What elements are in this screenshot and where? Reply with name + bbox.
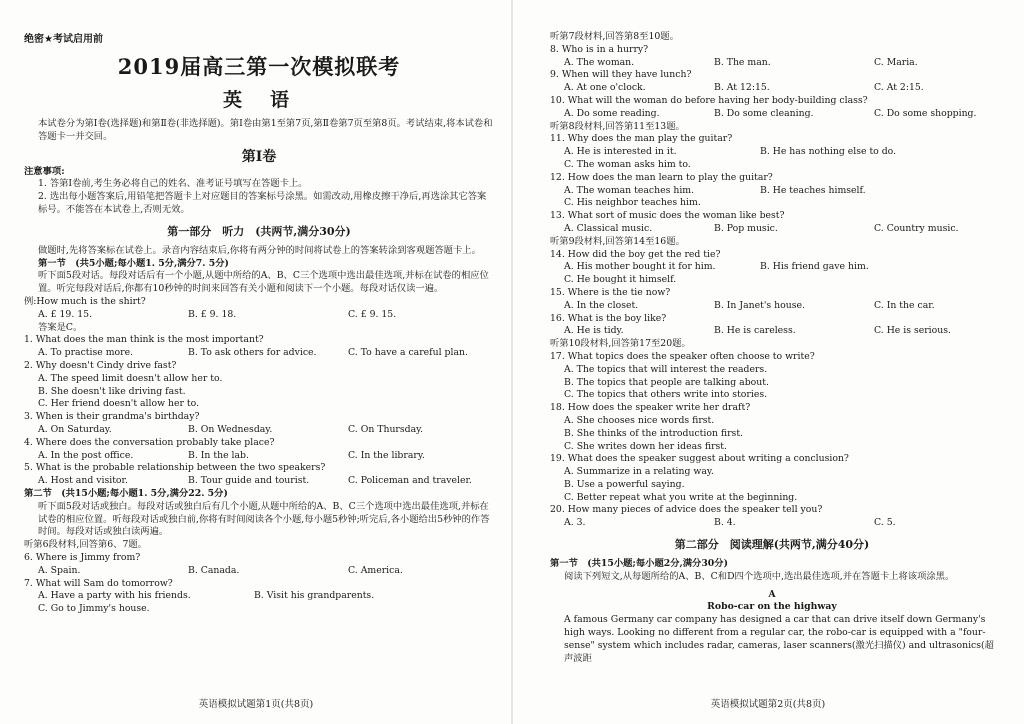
option-c: C. He bought it himself. — [564, 274, 677, 286]
option-a: A. The speed limit doesn't allow her to. — [38, 372, 223, 384]
option-b: B. Use a powerful saying. — [564, 478, 685, 490]
question-3-options — [24, 424, 494, 437]
question-4: 4. Where does the conversation probably take place? — [24, 436, 275, 448]
option-b: B. Canada. — [188, 564, 240, 576]
option-c: C. The topics that others write into stories. — [564, 389, 768, 401]
option-c: C. His neighbor teaches him. — [564, 197, 701, 209]
subject-title: 英语 — [222, 89, 317, 111]
question-9: 9. When will they have lunch? — [550, 69, 692, 81]
option-b: B. Do some cleaning. — [714, 107, 814, 119]
option-b: B. The topics that people are talking about. — [564, 376, 769, 388]
option-c: C. On Thursday. — [348, 423, 424, 435]
option-c: C. Her friend doesn't allow her to. — [38, 398, 200, 410]
passage-title: Robo-car on the highway — [707, 601, 837, 613]
question-7: 7. What will Sam do tomorrow? — [24, 577, 173, 589]
option-c: C. Country music. — [874, 222, 959, 234]
passage-text: A famous Germany car company has designed a car that can drive itself down Germany's high ways. Looking no different from a regular car, the robo-car is equipped with a "four-sense" system which includes radar, cameras, laser scanners(激光扫描仪) and ultrasonics(超声波距 — [564, 614, 994, 664]
option-b: B. Visit his grandparents. — [254, 590, 375, 602]
option-b: B. To ask others for advice. — [188, 347, 317, 359]
part-2-heading: 第二部分 阅读理解(共两节,满分40分) — [674, 538, 870, 552]
option-c: C. At 2:15. — [874, 82, 924, 94]
section-1-heading: 第一节 (共5小题;每小题1. 5分,满分7. 5分) — [38, 257, 229, 269]
material-8-heading: 听第8段材料,回答第11至13题。 — [550, 120, 685, 132]
question-10: 10. What will the woman do before having her body-building class? — [550, 94, 868, 106]
reading-section-1-heading: 第一节 (共15小题;每小题2分,满分30分) — [550, 558, 728, 570]
question-6-options — [24, 565, 494, 578]
question-16: 16. What is the boy like? — [550, 312, 667, 324]
example-question: 例:How much is the shirt? — [24, 295, 146, 307]
option-a: A. In the post office. — [38, 449, 134, 461]
option-b: B. On Wednesday. — [188, 423, 273, 435]
option-b: B. The man. — [714, 56, 771, 68]
section-2-intro: 听下面5段对话或独白。每段对话或独白后有几个小题,从题中所给的A、B、C三个选项中选出最佳选项,并标在试卷的相应位置。听每段对话或独白前,你将有时间阅读各个小题,每小题5秒钟;听完后,各小题给出5秒钟的作答时间。每段对话或独白读两遍。 — [38, 500, 490, 538]
option-a: A. Spain. — [38, 564, 81, 576]
option-b: B. He has nothing else to do. — [760, 146, 897, 158]
reading-section-1-intro: 阅读下列短文,从每题所给的A、B、C和D四个选项中,选出最佳选项,并在答题卡上将该项涂黑。 — [564, 570, 955, 582]
option-a: A. Classical music. — [564, 222, 653, 234]
example-options — [24, 309, 494, 322]
option-b: B. At 12:15. — [714, 82, 770, 94]
option-b: B. Tour guide and tourist. — [188, 475, 310, 487]
option-a: A. She chooses nice words first. — [564, 414, 715, 426]
option-c: C. Policeman and traveler. — [348, 475, 472, 487]
question-20-options — [550, 517, 994, 530]
question-1: 1. What does the man think is the most important? — [24, 334, 264, 346]
option-b: B. She thinks of the introduction first. — [564, 427, 744, 439]
option-a: A. 3. — [564, 517, 586, 529]
option-b: B. In the lab. — [188, 449, 249, 461]
example-option-a: A. £ 19. 15. — [38, 308, 93, 320]
example-option-b: B. £ 9. 18. — [188, 308, 237, 320]
question-18: 18. How does the speaker write her draft? — [550, 402, 751, 414]
option-b: B. 4. — [714, 517, 736, 529]
page-footer: 英语模拟试题第1页(共8页) — [198, 699, 314, 710]
question-20: 20. How many pieces of advice does the speaker tell you? — [550, 504, 823, 516]
option-c: C. She writes down her ideas first. — [564, 440, 727, 452]
option-a: A. The woman. — [564, 56, 635, 68]
question-15: 15. Where is the tie now? — [550, 286, 671, 298]
question-15-options — [550, 300, 994, 313]
question-14-options — [550, 261, 994, 274]
option-a: A. At one o'clock. — [564, 82, 646, 94]
intro-text: 本试卷分为第Ⅰ卷(选择题)和第Ⅱ卷(非选择题)。第Ⅰ卷由第1至第7页,第Ⅱ卷第7页至第8页。考试结束,将本试卷和答题卡一并交回。 — [38, 118, 493, 142]
option-a: A. He is tidy. — [564, 325, 624, 337]
option-a: A. Do some reading. — [564, 107, 660, 119]
question-3: 3. When is their grandma's birthday? — [24, 411, 200, 423]
option-c: C. America. — [348, 564, 403, 576]
question-8: 8. Who is in a hurry? — [550, 43, 649, 55]
question-4-options — [24, 450, 494, 463]
exam-title: 2019届高三第一次模拟联考 — [117, 54, 401, 79]
option-b: B. She doesn't like driving fast. — [38, 385, 186, 397]
page-footer: 英语模拟试题第2页(共8页) — [710, 699, 826, 710]
option-c: C. Better repeat what you write at the beginning. — [564, 491, 798, 503]
option-c: C. Go to Jimmy's house. — [38, 603, 150, 615]
question-11-options — [550, 146, 994, 159]
option-c: C. In the car. — [874, 299, 935, 311]
question-5: 5. What is the probable relationship between the two speakers? — [24, 462, 326, 474]
material-6-heading: 听第6段材料,回答第6、7题。 — [24, 539, 147, 551]
question-19: 19. What does the speaker suggest about writing a conclusion? — [550, 453, 849, 465]
option-b: B. Pop music. — [714, 222, 778, 234]
option-a: A. Have a party with his friends. — [38, 590, 191, 602]
option-c: C. 5. — [874, 517, 896, 529]
material-7-heading: 听第7段材料,回答第8至10题。 — [550, 31, 679, 42]
notice-1: 1. 答第Ⅰ卷前,考生务必将自己的姓名、准考证号填写在答题卡上。 — [38, 178, 308, 190]
option-c: C. Do some shopping. — [874, 107, 977, 119]
example-answer: 答案是C。 — [38, 321, 83, 333]
question-14: 14. How did the boy get the red tie? — [550, 248, 721, 260]
option-b: B. He is careless. — [714, 325, 796, 337]
volume-1-heading: 第Ⅰ卷 — [241, 148, 277, 165]
question-11: 11. Why does the man play the guitar? — [550, 133, 733, 145]
option-a: A. His mother bought it for him. — [564, 261, 716, 273]
question-5-options — [24, 475, 494, 488]
option-c: C. In the library. — [348, 449, 425, 461]
question-10-options — [550, 108, 994, 121]
question-7-options — [24, 590, 494, 603]
option-a: A. The topics that will interest the readers. — [564, 363, 768, 375]
question-1-options — [24, 347, 494, 360]
option-b: B. His friend gave him. — [760, 261, 869, 273]
option-a: A. He is interested in it. — [564, 146, 677, 158]
question-9-options — [550, 82, 994, 95]
option-c: C. Maria. — [874, 56, 918, 68]
question-13: 13. What sort of music does the woman like best? — [550, 210, 785, 222]
question-8-options — [550, 57, 994, 70]
question-13-options — [550, 223, 994, 236]
option-c: C. He is serious. — [874, 325, 951, 337]
question-17: 17. What topics does the speaker often choose to write? — [550, 350, 815, 362]
example-option-c: C. £ 9. 15. — [348, 308, 397, 320]
question-6: 6. Where is Jimmy from? — [24, 551, 141, 563]
option-a: A. On Saturday. — [38, 423, 112, 435]
option-a: A. The woman teaches him. — [564, 184, 695, 196]
option-a: A. Host and visitor. — [38, 475, 128, 487]
option-c: C. To have a careful plan. — [348, 347, 468, 359]
part-1-heading: 第一部分 听力 (共两节,满分30分) — [167, 224, 351, 238]
option-b: B. In Janet's house. — [714, 299, 805, 311]
section-2-heading: 第二节 (共15小题;每小题1. 5分,满分22. 5分) — [24, 487, 228, 499]
section-1-intro: 听下面5段对话。每段对话后有一个小题,从题中所给的A、B、C三个选项中选出最佳选项,并标在试卷的相应位置。听完每段对话后,你都有10秒钟的时间来回答有关小题和阅读下一个小题。每段对话仅读一遍。 — [38, 270, 489, 295]
material-9-heading: 听第9段材料,回答第14至16题。 — [550, 235, 685, 247]
option-a: A. To practise more. — [38, 347, 134, 359]
option-a: A. Summarize in a relating way. — [564, 466, 714, 478]
option-c: C. The woman asks him to. — [564, 158, 691, 170]
option-b: B. He teaches himself. — [760, 184, 866, 196]
question-12: 12. How does the man learn to play the guitar? — [550, 171, 773, 183]
question-2: 2. Why doesn't Cindy drive fast? — [24, 359, 177, 371]
question-12-options — [550, 185, 994, 198]
right-page — [512, 0, 1024, 724]
part-1-intro: 做题时,先将答案标在试卷上。录音内容结束后,你将有两分钟的时间将试卷上的答案转涂到客观题答题卡上。 — [38, 244, 481, 256]
material-10-heading: 听第10段材料,回答第17至20题。 — [550, 338, 691, 350]
passage-letter: A — [768, 588, 776, 600]
notice-2: 2. 选出每小题答案后,用铅笔把答题卡上对应题目的答案标号涂黑。如需改动,用橡皮擦干净后,再选涂其它答案标号。不能答在本试卷上,否则无效。 — [38, 191, 487, 215]
option-a: A. In the closet. — [564, 299, 639, 311]
confidential-label: 绝密★考试启用前 — [24, 34, 103, 45]
notice-title: 注意事项: — [24, 165, 65, 177]
question-16-options — [550, 325, 994, 338]
